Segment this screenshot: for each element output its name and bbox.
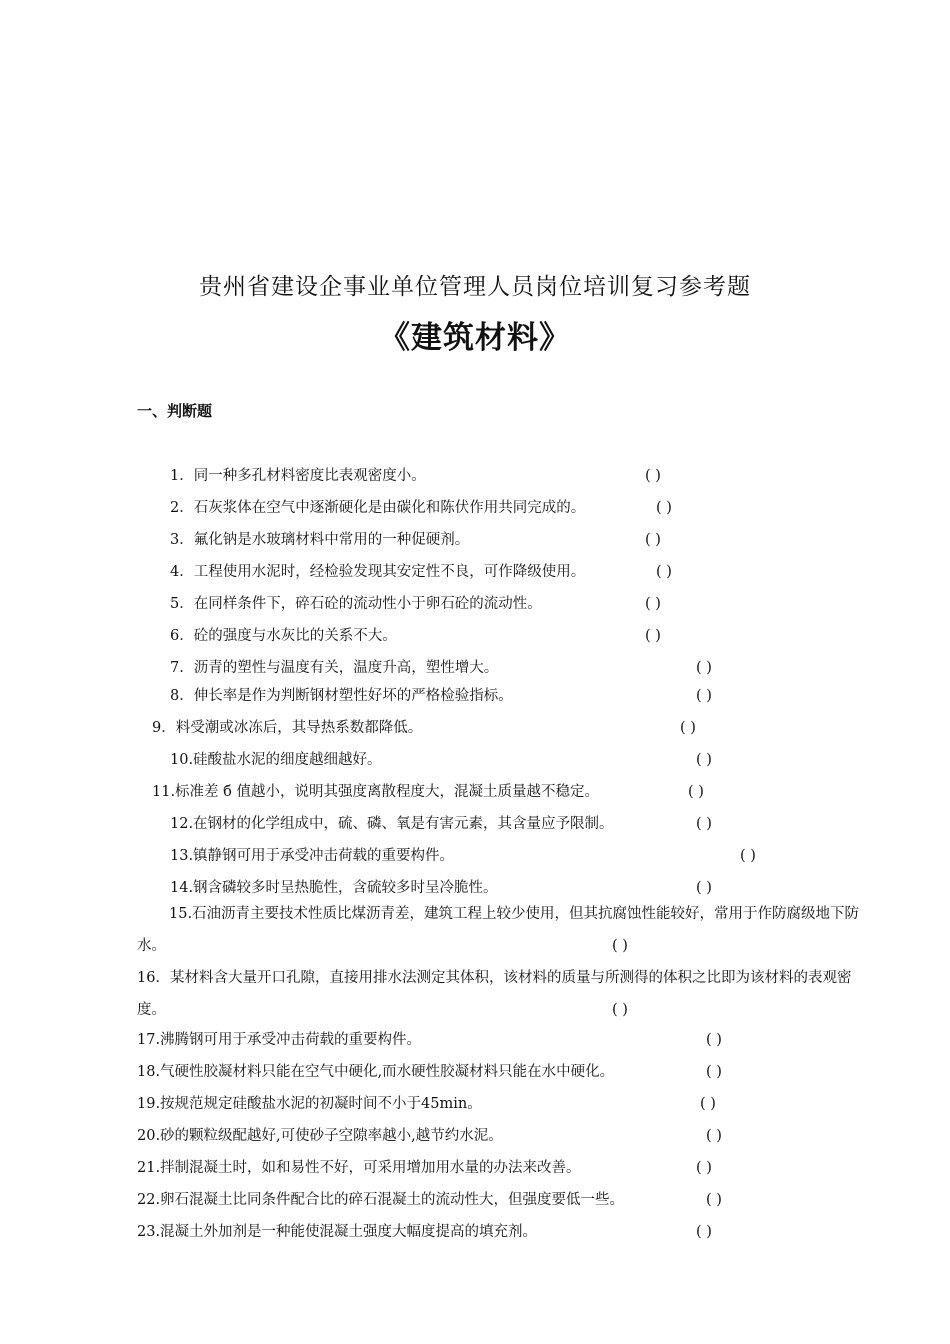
answer-blank: ( )	[696, 816, 712, 832]
question-item: 10.硅酸盐水泥的细度越细越好。	[170, 752, 382, 768]
answer-blank: ( )	[688, 784, 704, 800]
question-item: 21.拌制混凝土时，如和易性不好，可采用增加用水量的办法来改善。	[137, 1160, 581, 1176]
section-heading: 一、判断题	[137, 402, 213, 420]
question-item: 17.沸腾钢可用于承受冲击荷载的重要构件。	[137, 1032, 422, 1048]
question-item: 3．氟化钠是水玻璃材料中常用的一种促硬剂。	[170, 532, 470, 548]
question-item: 2．石灰浆体在空气中逐渐硬化是由碳化和陈伏作用共同完成的。	[170, 500, 586, 516]
answer-blank: ( )	[612, 1002, 628, 1018]
question-item: 11.标准差 б 值越小，说明其强度离散程度大，混凝土质量越不稳定。	[152, 784, 600, 800]
answer-blank: ( )	[696, 880, 712, 896]
question-item: 1．同一种多孔材料密度比表观密度小。	[170, 468, 426, 484]
question-item: 9．料受潮或冰冻后，其导热系数都降低。	[152, 720, 423, 736]
answer-blank: ( )	[656, 564, 672, 580]
document-subtitle: 《建筑材料》	[379, 320, 571, 356]
answer-blank: ( )	[740, 848, 756, 864]
question-item: 16．某材料含大量开口孔隙，直接用排水法测定其体积，该材料的质量与所测得的体积之比即为该材料的表观密度。	[137, 970, 852, 1018]
answer-blank: ( )	[612, 938, 628, 954]
question-item: 14.钢含磷较多时呈热脆性，含硫较多时呈冷脆性。	[170, 880, 498, 896]
answer-blank: ( )	[706, 1064, 722, 1080]
question-item: 6．砼的强度与水灰比的关系不大。	[170, 628, 397, 644]
question-item: 8．伸长率是作为判断钢材塑性好坏的严格检验指标。	[170, 688, 513, 704]
answer-blank: ( )	[696, 752, 712, 768]
question-item: 20.砂的颗粒级配越好,可使砂子空隙率越小,越节约水泥。	[137, 1128, 503, 1144]
question-item: 18.气硬性胶凝材料只能在空气中硬化,而水硬性胶凝材料只能在水中硬化。	[137, 1064, 615, 1080]
question-item: 5．在同样条件下，碎石砼的流动性小于卵石砼的流动性。	[170, 596, 542, 612]
answer-blank: ( )	[645, 628, 661, 644]
answer-blank: ( )	[696, 1224, 712, 1240]
answer-blank: ( )	[696, 688, 712, 704]
answer-blank: ( )	[696, 1160, 712, 1176]
page-title: 贵州省建设企事业单位管理人员岗位培训复习参考题	[199, 274, 751, 300]
answer-blank: ( )	[706, 1128, 722, 1144]
question-item: 12.在钢材的化学组成中，硫、磷、氧是有害元素，其含量应予限制。	[170, 816, 614, 832]
answer-blank: ( )	[680, 720, 696, 736]
answer-blank: ( )	[645, 468, 661, 484]
answer-blank: ( )	[656, 500, 672, 516]
question-item: 23.混凝土外加剂是一种能使混凝土强度大幅度提高的填充剂。	[137, 1224, 538, 1240]
question-item: 19.按规范规定硅酸盐水泥的初凝时间不小于45min。	[137, 1096, 482, 1112]
answer-blank: ( )	[645, 532, 661, 548]
question-item: 4．工程使用水泥时，经检验发现其安定性不良，可作降级使用。	[170, 564, 586, 580]
answer-blank: ( )	[706, 1032, 722, 1048]
question-item: 22.卵石混凝土比同条件配合比的碎石混凝土的流动性大，但强度要低一些。	[137, 1192, 625, 1208]
question-item: 15.石油沥青主要技术性质比煤沥青差，建筑工程上较少使用，但其抗腐蚀性能较好，常用于作防腐级地下防水。	[137, 906, 860, 954]
answer-blank: ( )	[706, 1192, 722, 1208]
question-item: 13.镇静钢可用于承受冲击荷载的重要构件。	[170, 848, 455, 864]
answer-blank: ( )	[700, 1096, 716, 1112]
answer-blank: ( )	[645, 596, 661, 612]
question-item: 7．沥青的塑性与温度有关，温度升高，塑性增大。	[170, 660, 499, 676]
answer-blank: ( )	[696, 660, 712, 676]
